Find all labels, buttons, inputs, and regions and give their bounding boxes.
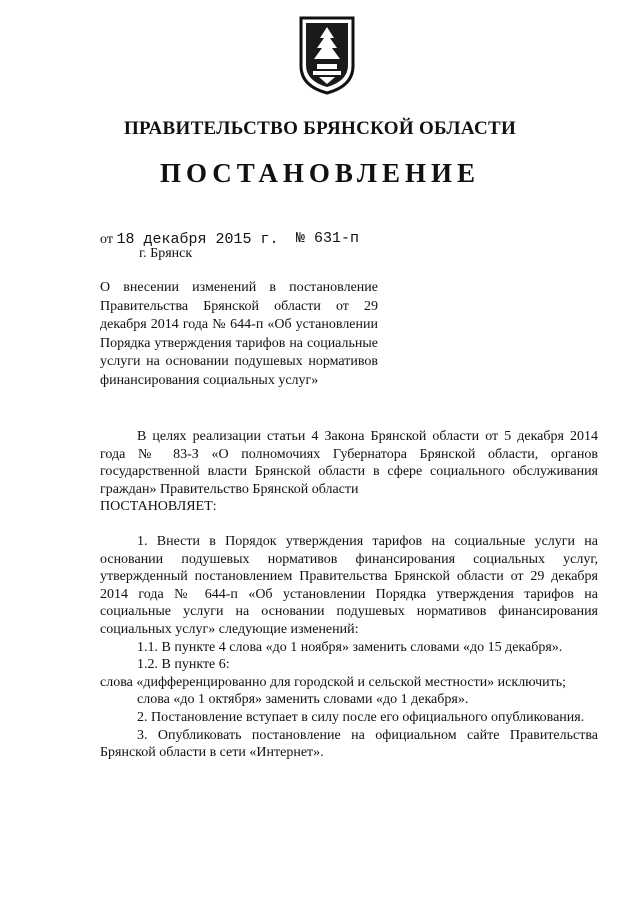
document-body bbox=[100, 428, 598, 762]
preamble-paragraph: В целях реализации статьи 4 Закона Брянской области от 5 декабря 2014 года № 83-З «О полномочиях Губернатора Брянской области, органов государственной власти Брянской области в сфере социального обслуживания граждан» Правительство Брянской области bbox=[100, 429, 598, 497]
document-subject: О внесении изменений в постановление Правительства Брянской области от 29 декабря 2014 года № 644-п «Об установлении Порядка утверждения тарифов на социальные услуги на основании подушевых нормативов финансирования социальных услуг» bbox=[100, 280, 378, 388]
resolves-heading: ПОСТАНОВЛЯЕТ: bbox=[100, 499, 217, 515]
date-from-label: от bbox=[100, 232, 113, 247]
item-paragraph: слова «дифференцированно для городской и сельской местности» исключить; bbox=[100, 674, 567, 690]
item-paragraph: 3. Опубликовать постановление на официальном сайте Правительства Брянской области в сети «Интернет». bbox=[100, 727, 598, 761]
item-paragraph: 1.2. В пункте 6: bbox=[137, 657, 230, 673]
document-number: № 631-п bbox=[296, 230, 360, 247]
government-name: ПРАВИТЕЛЬСТВО БРЯНСКОЙ ОБЛАСТИ bbox=[123, 118, 517, 139]
document-city: г. Брянск bbox=[139, 246, 193, 261]
item-paragraph: 1. Внести в Порядок утверждения тарифов на социальные услуги на основании подушевых нормативов финансирования социальных услуг, утвержденный постановлением Правительства Брянской области от 29 декабря 2014 года № 644-п «Об установлении Порядка утверждения тарифов на социальные услуги на основании подушевых нормативов финансирования социальных услуг» следующие изменений: bbox=[100, 533, 598, 637]
coat-of-arms-icon bbox=[297, 14, 357, 96]
item-paragraph: 1.1. В пункте 4 слова «до 1 ноября» заменить словами «до 15 декабря». bbox=[137, 639, 563, 655]
document-type-title: ПОСТАНОВЛЕНИЕ bbox=[159, 158, 481, 188]
spacer bbox=[100, 516, 598, 533]
item-paragraph: 2. Постановление вступает в силу после его официального опубликования. bbox=[137, 709, 585, 725]
document-date: 18 декабря 2015 г. bbox=[116, 231, 279, 248]
item-paragraph: слова «до 1 октября» заменить словами «до 1 декабря». bbox=[137, 692, 469, 708]
